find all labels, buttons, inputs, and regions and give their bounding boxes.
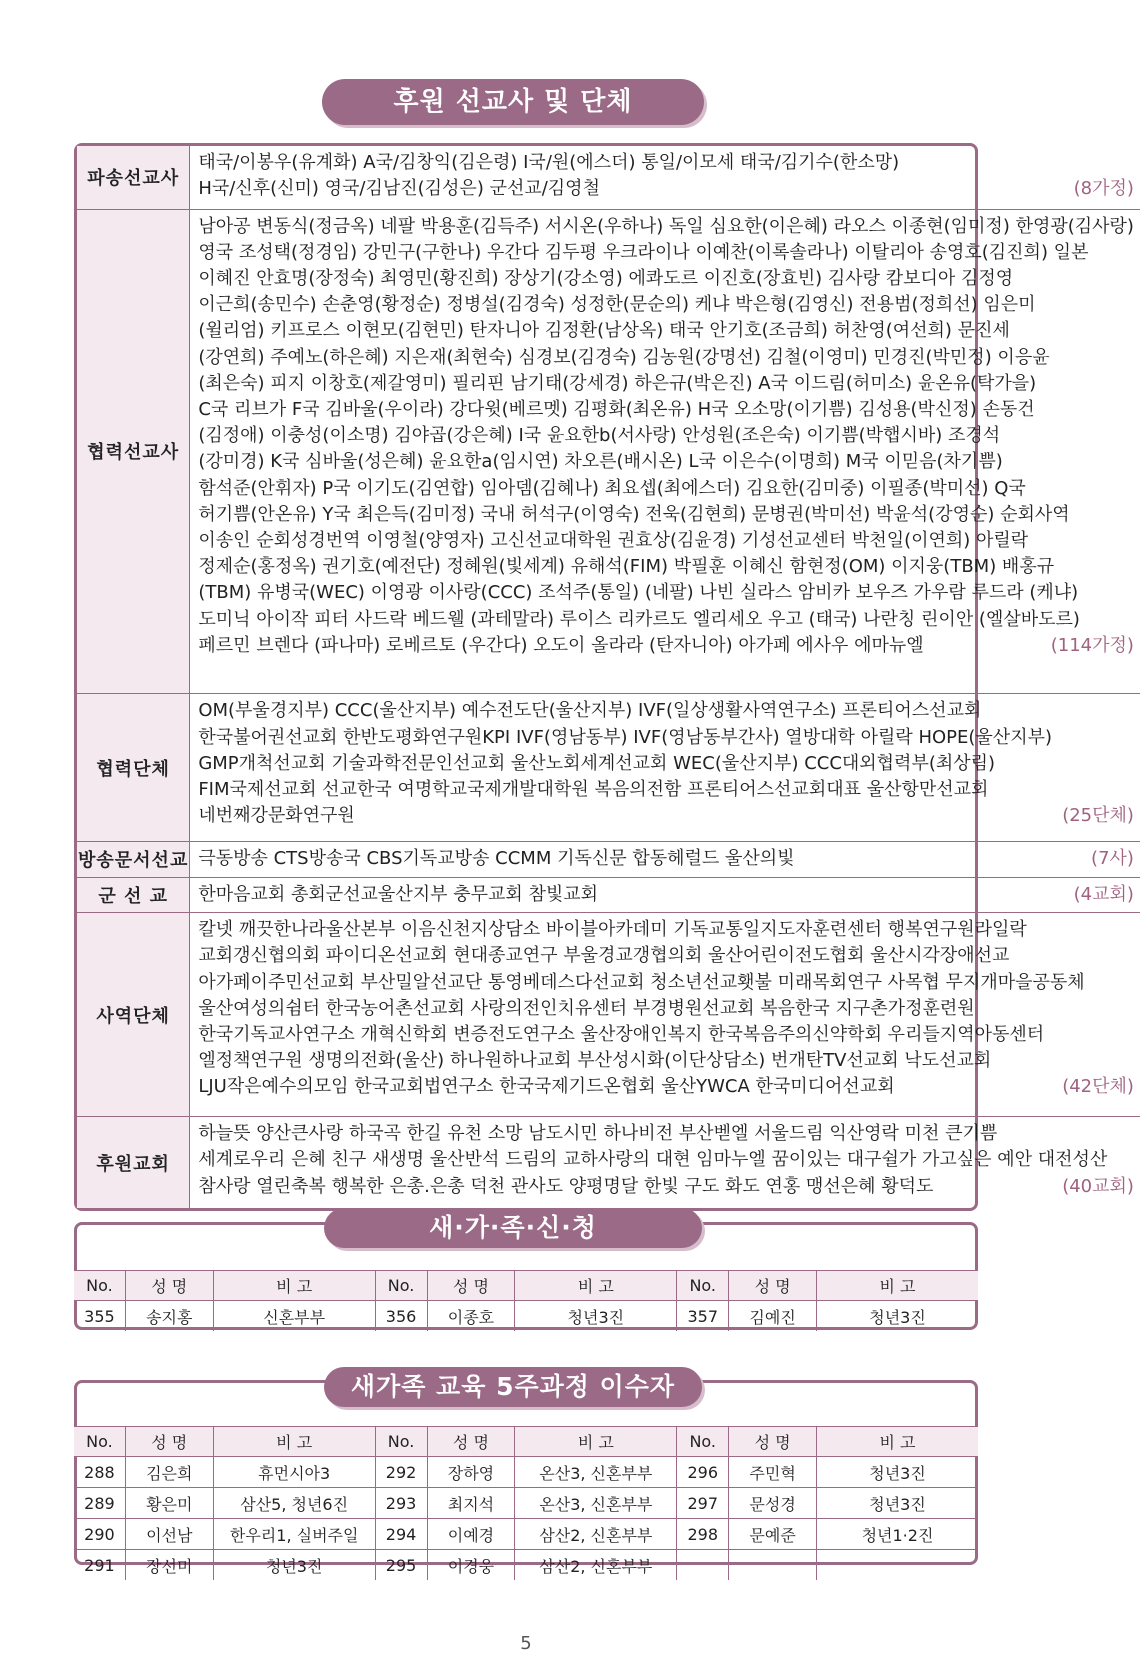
content-line: [198, 423, 1134, 449]
cell-no: 289: [74, 1488, 125, 1519]
cell-no: 297: [677, 1488, 729, 1519]
content-line: [198, 397, 1134, 423]
count-badge: (25단체): [1062, 805, 1134, 827]
header-no: No.: [375, 1271, 427, 1301]
content-line: [198, 371, 1134, 397]
category-content: [190, 1117, 1140, 1208]
cell-no: 291: [74, 1550, 125, 1581]
content-line-text: 한국기독교사연구소 개혁신학회 변증전도연구소 울산장애인복지 한국복음주의신약학회 우리들지역아동센터: [198, 1024, 1045, 1046]
category-label: 후원교회: [77, 1117, 190, 1208]
cell-note: 삼산2, 신혼부부: [515, 1550, 677, 1581]
content-line: [198, 917, 1134, 943]
content-line-text: C국 리브가 F국 김바울(우이라) 강다윗(베르멧) 김평화(최온유) H국 오소망(이기쁨) 김성용(박신정) 손동건: [198, 399, 1035, 421]
header-name: 성 명: [125, 1427, 213, 1457]
content-line-text: OM(부울경지부) CCC(울산지부) 예수전도단(울산지부) IVF(일상생활사역연구소) 프론티어스선교회: [198, 700, 982, 722]
header-no: No.: [677, 1271, 729, 1301]
content-line: [198, 996, 1134, 1022]
content-line: [198, 345, 1134, 371]
table-row: [74, 1488, 978, 1519]
header-note: 비 고: [817, 1427, 978, 1457]
content-line: [198, 751, 1134, 777]
content-line-text: 극동방송 CTS방송국 CBS기독교방송 CCMM 기독신문 합동헤럴드 울산의빛: [198, 848, 795, 870]
count-badge: (7사): [1091, 848, 1134, 870]
content-line-text: (윌리엄) 키프로스 이현모(김현민) 탄자니아 김정환(남상옥) 태국 안기호(조금희) 허찬영(여선희) 문진세: [198, 320, 1010, 342]
header-name: 성 명: [729, 1271, 817, 1301]
support-row: [77, 1117, 1140, 1208]
cell-note: 온산3, 신혼부부: [515, 1457, 677, 1488]
category-label: 사역단체: [77, 913, 190, 1117]
content-line: [198, 1147, 1134, 1173]
content-line-text: (강연희) 주예노(하은혜) 지은재(최현숙) 심경보(김경숙) 김농원(강명선) 김철(이영미) 민경진(박민정) 이응윤: [198, 346, 1050, 368]
content-line: [198, 633, 1134, 659]
support-row: [77, 913, 1140, 1117]
cell-no: 357: [677, 1301, 729, 1332]
cell-name: [729, 1550, 817, 1581]
category-content: [190, 877, 1140, 913]
content-line: [198, 240, 1134, 266]
content-line-text: 도미닉 아이작 피터 사드락 베드웰 (과테말라) 루이스 리카르도 엘리세오 우고 (태국) 나란칭 린이안 (엘살바도르): [198, 608, 1080, 630]
cell-name: 문예준: [729, 1519, 817, 1550]
content-line-text: 한마음교회 총회군선교울산지부 충무교회 참빛교회: [198, 883, 599, 905]
content-line-text: 태국/이봉우(유계화) A국/김창익(김은령) I국/원(에스더) 통일/이모세 태국/김기수(한소망): [198, 152, 900, 173]
header-note: 비 고: [213, 1427, 375, 1457]
content-line: [198, 1174, 1134, 1200]
content-line-text: 참사랑 열린축복 행복한 은총.은총 덕천 관사도 양평명달 한빛 구도 화도 연홍 맹선은혜 황덕도: [198, 1175, 934, 1197]
support-row: [77, 209, 1140, 694]
content-line: [198, 698, 1134, 724]
header-note: 비 고: [515, 1271, 677, 1301]
content-line-text: 하늘뜻 양산큰사랑 하국곡 한길 유천 소망 남도시민 하나비전 부산벧엘 서울드림 익산영락 미천 큰기쁨: [198, 1123, 998, 1145]
cell-no: 298: [677, 1519, 729, 1550]
content-line: [198, 266, 1134, 292]
header-name: 성 명: [729, 1427, 817, 1457]
content-line: [198, 1022, 1134, 1048]
content-line: [198, 1048, 1134, 1074]
content-line-text: 정제순(홍정옥) 권기호(예전단) 정혜원(빛세계) 유해석(FIM) 박필훈 이혜신 함현정(OM) 이지웅(TBM) 배홍규: [198, 556, 1055, 578]
header-name: 성 명: [427, 1271, 515, 1301]
content-line-text: FIM국제선교회 선교한국 여명학교국제개발대학원 복음의전함 프론티어스선교회대표 울산항만선교회: [198, 778, 989, 800]
content-line: [198, 777, 1134, 803]
content-line-text: 엘정책연구원 생명의전화(울산) 하나원하나교회 부산성시화(이단상담소) 번개탄TV선교회 낙도선교회: [198, 1050, 992, 1072]
cell-name: 김예진: [729, 1301, 817, 1332]
content-line-text: 칼넷 깨끗한나라울산본부 이음신천지상담소 바이블아카데미 기독교통일지도자훈련센터 행복연구원라일락: [198, 919, 1027, 941]
cell-name: 이경웅: [427, 1550, 515, 1581]
cell-note: [817, 1550, 978, 1581]
header-no: No.: [375, 1427, 427, 1457]
content-line-text: 남아공 변동식(정금옥) 네팔 박용훈(김득주) 서시온(우하나) 독일 심요한(이은혜) 라오스 이종현(임미정) 한영광(김사랑): [198, 215, 1134, 237]
content-line: [198, 1121, 1134, 1147]
cell-no: 293: [375, 1488, 427, 1519]
cell-note: 청년3진: [817, 1488, 978, 1519]
content-line-text: 이혜진 안효명(장정숙) 최영민(황진희) 장상기(강소영) 에콰도르 이진호(장효빈) 김사랑 캄보디아 김정영: [198, 268, 1014, 289]
cell-name: 이종호: [427, 1301, 515, 1332]
support-row: [77, 877, 1140, 913]
header-no: No.: [74, 1427, 125, 1457]
content-line-text: 영국 조성택(정경임) 강민구(구한나) 우간다 김두평 우크라이나 이예찬(이록솔라나) 이탈리아 송영호(김진희) 일본: [198, 241, 1089, 263]
content-line-text: 아가페이주민선교회 부산밀알선교단 통영베데스다선교회 청소년선교횃불 미래목회연구 사목협 무지개마을공동체: [198, 971, 1085, 993]
header-note: 비 고: [213, 1271, 375, 1301]
cell-name: 황은미: [125, 1488, 213, 1519]
content-line-text: 네번째강문화연구원: [198, 805, 355, 827]
content-line-text: 교회갱신협의회 파이디온선교회 현대종교연구 부울경교갱협의회 울산어린이전도협회 울산시각장애선교: [198, 945, 1010, 967]
header-no: No.: [74, 1271, 125, 1301]
cell-note: 삼산2, 신혼부부: [515, 1519, 677, 1550]
content-line-text: 울산여성의쉼터 한국농어촌선교회 사랑의전인치유센터 부경병원선교회 복음한국 지구촌가정훈련원: [198, 997, 975, 1019]
content-line-text: (최은숙) 피지 이창호(제갈영미) 필리핀 남기태(강세경) 하은규(박은진) A국 이드림(허미소) 윤온유(탁가을): [198, 372, 1037, 394]
cell-note: 삼산5, 청년6진: [213, 1488, 375, 1519]
cell-no: 292: [375, 1457, 427, 1488]
content-line-text: 함석준(안휘자) P국 이기도(김연합) 임아뎀(김혜나) 최요셉(최에스더) 김요한(김미중) 이필종(박미선) Q국: [198, 477, 1026, 499]
category-label: 파송선교사: [77, 146, 190, 209]
content-line-text: 세계로우리 은혜 친구 새생명 울산반석 드림의 교하사랑의 대현 임마누엘 꿈이있는 대구쉴가 가고싶은 예안 대전성산: [198, 1149, 1108, 1171]
section-title-support: [322, 79, 704, 125]
header-note: 비 고: [515, 1427, 677, 1457]
grads-table: [74, 1426, 978, 1580]
cell-name: 최지석: [427, 1488, 515, 1519]
content-line: [198, 803, 1134, 829]
cell-no: 355: [74, 1301, 125, 1332]
page-number: 5: [520, 1633, 532, 1654]
header-no: No.: [677, 1427, 729, 1457]
category-content: [190, 209, 1140, 694]
content-line: [198, 528, 1134, 554]
content-line-text: H국/신후(신미) 영국/김남진(김성은) 군선교/김영철: [198, 178, 600, 200]
cell-note: 신혼부부: [213, 1301, 375, 1332]
content-line: [198, 580, 1134, 606]
table-row: [74, 1519, 978, 1550]
category-content: [190, 146, 1140, 209]
content-line-text: 페르민 브렌다 (파나마) 로베르토 (우간다) 오도이 올라라 (탄자니아) 아가페 에사우 에마뉴엘: [198, 634, 924, 656]
cell-no: 294: [375, 1519, 427, 1550]
content-line-text: GMP개척선교회 기술과학전문인선교회 울산노회세계선교회 WEC(울산지부) CCC대외협력부(최상림): [198, 752, 996, 774]
content-line-text: 이송인 순회성경번역 이영철(양영자) 고신선교대학원 권효상(김윤경) 기성선교센터 박천일(이연희) 아릴락: [198, 530, 1029, 552]
support-table: [74, 143, 1134, 1211]
signup-table: [74, 1270, 978, 1331]
content-line: [198, 725, 1134, 751]
category-label: 협력선교사: [77, 209, 190, 694]
category-label: 방송문서선교: [77, 842, 190, 878]
cell-name: 주민혁: [729, 1457, 817, 1488]
header-name: 성 명: [427, 1427, 515, 1457]
cell-name: 장하영: [427, 1457, 515, 1488]
category-content: [190, 694, 1140, 842]
cell-no: 356: [375, 1301, 427, 1332]
content-line: [198, 502, 1134, 528]
count-badge: (8가정): [1073, 178, 1134, 200]
content-line-text: 한국불어권선교회 한반도평화연구원KPI IVF(영남동부) IVF(영남동부간사) 열방대학 아릴락 HOPE(울산지부): [198, 726, 1052, 748]
content-line: [198, 150, 1134, 176]
support-row: [77, 694, 1140, 842]
content-line-text: 허기쁨(안온유) Y국 최은득(김미정) 국내 허석구(이영숙) 전욱(김현희) 문병권(박미선) 박윤석(강영순) 순회사역: [198, 503, 1070, 525]
cell-name: 송지홍: [125, 1301, 213, 1332]
cell-note: 온산3, 신혼부부: [515, 1488, 677, 1519]
section-title-signup: [324, 1208, 702, 1248]
category-content: [190, 842, 1140, 878]
cell-note: 한우리1, 실버주일: [213, 1519, 375, 1550]
section-title-grads-text: 새가족 교육 5주과정 이수자: [350, 1372, 676, 1401]
cell-note: 청년3진: [817, 1457, 978, 1488]
cell-no: 296: [677, 1457, 729, 1488]
section-title-grads: [324, 1367, 702, 1407]
cell-note: 청년3진: [515, 1301, 677, 1332]
cell-note: 휴먼시아3: [213, 1457, 375, 1488]
count-badge: (42단체): [1062, 1076, 1134, 1098]
table-row: [74, 1550, 978, 1581]
table-row: [74, 1301, 978, 1332]
support-row: [77, 842, 1140, 878]
count-badge: (40교회): [1062, 1175, 1134, 1197]
category-label: 군 선 교: [77, 877, 190, 913]
content-line-text: (김정애) 이충성(이소명) 김야곱(강은혜) I국 윤요한b(서사랑) 안성원(조은숙) 이기쁨(박햅시바) 조경석: [198, 425, 1001, 447]
content-line: [198, 970, 1134, 996]
content-line: [198, 943, 1134, 969]
support-row: [77, 146, 1140, 209]
content-line: [198, 214, 1134, 240]
content-line: [198, 292, 1134, 318]
header-note: 비 고: [817, 1271, 978, 1301]
content-line: [198, 476, 1134, 502]
cell-name: 장선미: [125, 1550, 213, 1581]
section-title-support-text: 후원 선교사 및 단체: [393, 87, 633, 117]
content-line-text: (강미경) K국 심바울(성은혜) 윤요한a(임시연) 차오른(배시온) L국 이은수(이명희) M국 이믿음(차기쁨): [198, 451, 1003, 473]
cell-name: 문성경: [729, 1488, 817, 1519]
content-line: [198, 882, 1134, 908]
content-line: [198, 846, 1134, 872]
content-line-text: 이근희(송민수) 손춘영(황정순) 정병설(김경숙) 성정한(문순의) 케냐 박은형(김영신) 전용범(정희선) 임은미: [198, 294, 1036, 316]
cell-no: 288: [74, 1457, 125, 1488]
section-title-signup-text: 새·가·족·신·청: [429, 1213, 597, 1242]
cell-name: 이선남: [125, 1519, 213, 1550]
content-line-text: LJU작은예수의모임 한국교회법연구소 한국국제기드온협회 울산YWCA 한국미디어선교회: [198, 1076, 895, 1098]
content-line: [198, 1074, 1134, 1100]
content-line-text: (TBM) 유병국(WEC) 이영광 이사랑(CCC) 조석주(통일) (네팔) 나빈 실라스 암비카 보우즈 가우람 루드라 (케냐): [198, 582, 1079, 604]
cell-name: 이예경: [427, 1519, 515, 1550]
cell-no: [677, 1550, 729, 1581]
table-row: [74, 1457, 978, 1488]
header-name: 성 명: [125, 1271, 213, 1301]
cell-name: 김은희: [125, 1457, 213, 1488]
category-content: [190, 913, 1140, 1117]
count-badge: (114가정): [1050, 634, 1134, 656]
content-line: [198, 318, 1134, 344]
cell-note: 청년1·2진: [817, 1519, 978, 1550]
cell-no: 295: [375, 1550, 427, 1581]
content-line: [198, 449, 1134, 475]
cell-note: 청년3진: [817, 1301, 978, 1332]
cell-no: 290: [74, 1519, 125, 1550]
cell-note: 청년3진: [213, 1550, 375, 1581]
content-line: [198, 176, 1134, 202]
content-line: [198, 607, 1134, 633]
category-label: 협력단체: [77, 694, 190, 842]
count-badge: (4교회): [1073, 883, 1134, 905]
content-line: [198, 554, 1134, 580]
